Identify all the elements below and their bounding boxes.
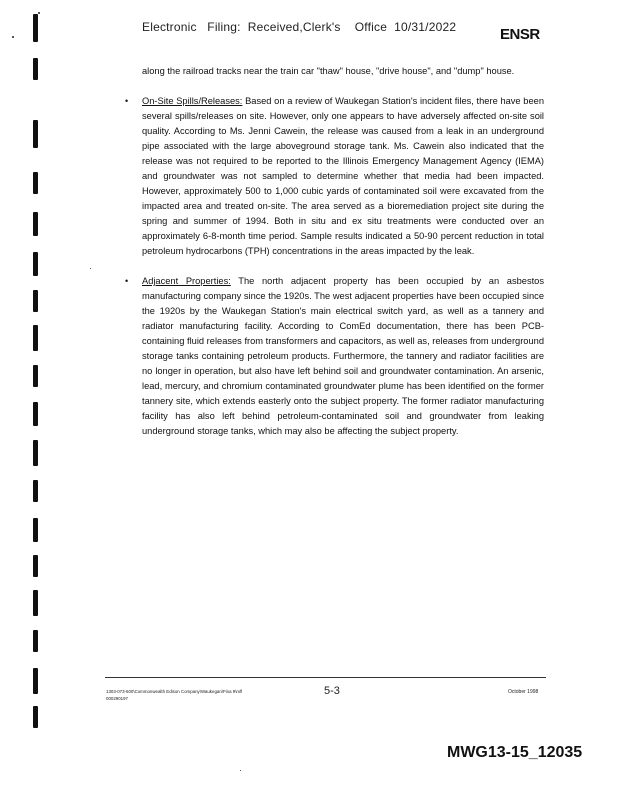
bullet-heading: Adjacent Properties:: [142, 276, 231, 286]
continuation-paragraph: along the railroad tracks near the train car "thaw" house, "drive house", and "dump" house.: [142, 66, 515, 76]
bullet-paragraph: [142, 94, 544, 259]
bullet-text: Based on a review of Waukegan Station's incident files, there have been several spills/releases on site. However, only one appears to have adversely affected on-site soil quality. According to Ms. Jenni Cawein, the release was caused from a leak in an underground pipe associated with the large aboveground storage tank. Ms. Cawein also indicated that the release was not required to be reported to the Illinois Emergency Management Agency (IEMA) and groundwater was not sampled to determine whether that media had been impacted. However, approximately 500 to 1,000 cubic yards of contaminated soil were excavated from the impacted area and treated on-site. The area served as a bioremediation project site during the spring and summer of 1994. Both in situ and ex situ treatments were conducted over an approximately 6-8-month time period. Sample results indicated a 50-90 percent reduction in total petroleum hydrocarbons (TPH) concentrations in the areas impacted by the leak.: [142, 96, 544, 256]
bullet-onsite-spills: [125, 94, 544, 259]
bullet-heading: On-Site Spills/Releases:: [142, 96, 243, 106]
page-body: [125, 64, 545, 439]
ensr-logo: ENSR: [500, 26, 540, 43]
bullet-dot-icon: •: [125, 96, 129, 106]
bullet-paragraph: [142, 274, 544, 439]
bullet-adjacent-properties: [125, 274, 545, 439]
scan-speck: [240, 770, 241, 771]
binder-hole-marks: [33, 0, 41, 800]
footer-doc-ref-line1: 1303-073-600\Commonwealth Edison Company\Waukegan\Fina 9\mfl: [106, 689, 243, 694]
scan-speck: [90, 268, 91, 269]
footer-divider: [105, 677, 546, 678]
bates-number: MWG13-15_12035: [447, 744, 583, 761]
bullet-dot-icon: •: [125, 276, 129, 286]
bullet-text: The north adjacent property has been occupied by an asbestos manufacturing company since the 1920s. The west adjacent properties have been occupied since the 1920s by the Waukegan Station's main electrical switch yard, as well as a tannery and radiator manufacturing facility. According to ComEd documentation, there has been PCB-containing fluid releases from transformers and capacitors, as well as, releases from underground storage tanks containing petroleum products. Furthermore, the tannery and radiator facilities are no longer in operation, but also have left behind soil and groundwater contamination. An arsenic, lead, mercury, and chromium contaminated groundwater plume has been identified on the former tannery site, which extends easterly onto the subject property. The former radiator manufacturing facility has also left behind petroleum-contaminated soil and groundwater from leaking underground storage tanks, which may also be affecting the subject property.: [142, 276, 545, 436]
page-number: 5-3: [324, 685, 340, 697]
scan-speck: [38, 12, 40, 14]
scan-speck: [12, 36, 14, 38]
footer-doc-ref-line2: 000290197: [106, 696, 128, 701]
footer-doc-reference: [106, 688, 242, 702]
filing-stamp-header: Electronic Filing: Received,Clerk's Office 10/31/2022: [142, 20, 457, 34]
footer-date: October 1998: [508, 689, 539, 695]
